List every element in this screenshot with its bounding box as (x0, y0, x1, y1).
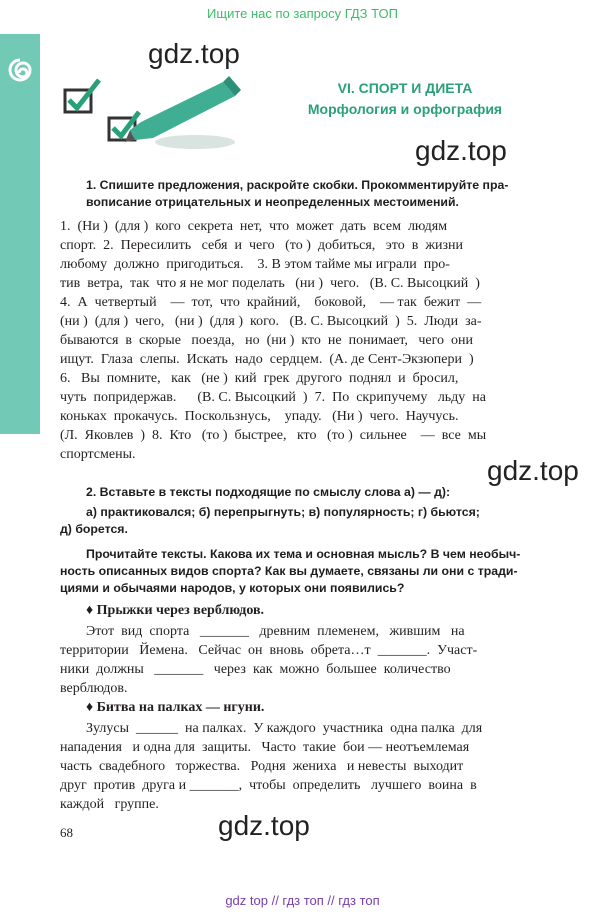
watermark: gdz.top (218, 810, 310, 841)
watermark: gdz.top (415, 135, 507, 166)
text-line: 6. Вы помните, как (не ) кий грек другого поднял и бросил, (60, 371, 459, 386)
text-line: друг против друга и _______, чтобы определить лучшего воина в (60, 778, 477, 793)
text-line: бываются в скорые поезда, но (ни ) кто не понимает, чего они (60, 333, 474, 348)
text-b-title: ♦ Битва на палках — нгуни. (86, 700, 265, 715)
top-banner: Ищите нас по запросу ГДЗ ТОП (207, 6, 398, 21)
page-number: 68 (60, 825, 73, 840)
text-line: спортсмены. (60, 447, 136, 462)
text-line: чуть попридержав. (В. С. Высоцкий ) 7. По скрипучему льду на (60, 390, 487, 405)
section-heading: VI. СПОРТ И ДИЕТА (337, 80, 473, 96)
side-tab (0, 34, 40, 434)
question-line: циями и обычаями народов, у которых они появились? (60, 581, 405, 595)
task2-question (60, 546, 560, 597)
text-line: каждой группе. (60, 797, 159, 812)
bottom-banner: gdz top // гдз топ // гдз топ (225, 893, 380, 908)
text-line: верблюдов. (60, 681, 128, 696)
watermark: gdz.top (487, 455, 579, 486)
text-line: 1. (Ни ) (для ) кого секрета нет, что может дать всем людям (60, 219, 448, 234)
text-line: нападения и одна для защиты. Часто такие бои — неотъемлемая (60, 740, 470, 755)
question-line: ность описанных видов спорта? Как вы думаете, связаны ли они с тради- (60, 564, 518, 578)
question-line: Прочитайте тексты. Какова их тема и основная мысль? В чем необыч- (86, 547, 521, 561)
text-line: территории Йемена. Сейчас он вновь обрета…т _______. Участ- (60, 643, 478, 658)
task1-instruction (86, 177, 556, 211)
section-subtitle: Морфология и орфография (307, 101, 503, 117)
task1-text (60, 217, 554, 464)
text-line: Зулусы ______ на палках. У каждого участника одна палка для (86, 721, 483, 736)
swirl-icon (6, 56, 34, 84)
text-a-body (60, 622, 554, 698)
task2-options (60, 504, 556, 538)
text-line: часть свадебного торжества. Родня жениха и невесты выходит (60, 759, 464, 774)
text-line: Этот вид спорта _______ древним племенем, жившим на (86, 624, 465, 639)
options-line: а) практиковался; б) перепрыгнуть; в) популярность; г) бьются; (86, 505, 480, 519)
text-line: ищут. Глаза слепы. Искать надо сердцем. (А. де Сент-Экзюпери ) (60, 352, 474, 367)
text-line: 4. А четвертый — тот, что крайний, боковой, — так бежит — (60, 295, 482, 310)
text-line: (Л. Яковлев ) 8. Кто (то ) быстрее, кто (то ) сильнее — все мы (60, 428, 487, 443)
instruction-line: 1. Спишите предложения, раскройте скобки. Прокомментируйте пра- (86, 178, 509, 192)
watermark: gdz.top (148, 38, 240, 69)
instruction-line: вописание отрицательных и неопределенных местоимений. (86, 195, 459, 209)
text-line: спорт. 2. Пересилить себя и чего (то ) добиться, это в жизни (60, 238, 463, 253)
text-line: тив ветра, так что я не мог поделать (ни ) чего. (В. С. Высоцкий ) (60, 276, 480, 291)
text-line: (ни ) (для ) чего, (ни ) (для ) кого. (В. С. Высоцкий ) 5. Люди за- (60, 314, 482, 329)
options-line: д) борется. (60, 522, 128, 536)
checkbox-pencil-illustration (55, 72, 245, 162)
text-a-title: ♦ Прыжки через верблюдов. (86, 603, 265, 618)
text-line: коньках прокачусь. Поскользнусь, упаду. (Ни ) чего. Научусь. (60, 409, 459, 424)
text-b-body (60, 719, 554, 814)
text-line: любому должно пригодиться. 3. В этом тайме мы играли про- (60, 257, 450, 272)
task2-instruction: 2. Вставьте в тексты подходящие по смыслу слова а) — д): (86, 485, 451, 499)
text-line: ники должны _______ через как можно большее количество (60, 662, 451, 677)
